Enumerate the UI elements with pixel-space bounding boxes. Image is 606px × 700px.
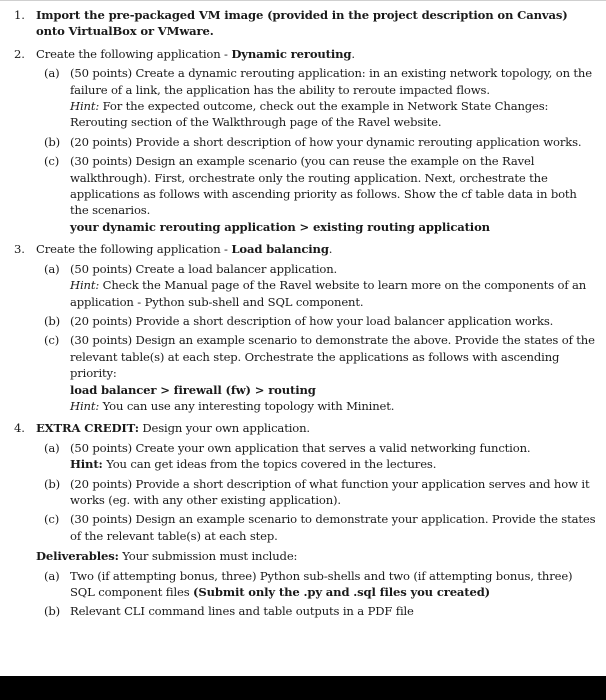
priority-order: load balancer > firewall (fw) > routing — [70, 382, 316, 397]
sub-text: (20 points) Provide a short description of how your load balancer application works. — [70, 313, 554, 328]
task-4a — [44, 440, 598, 473]
task-4 — [14, 420, 598, 619]
task-2-title: Dynamic rerouting — [231, 46, 352, 61]
task-1 — [14, 7, 598, 40]
sub-label: (b) — [44, 476, 61, 491]
task-number: 4. — [14, 421, 25, 436]
task-number: 2. — [14, 46, 25, 61]
hint-text: Check the Manual page of the Ravel website to learn more on the components of an application - Python sub-shell and SQL component. — [70, 278, 587, 309]
sub-text: (30 points) Design an example scenario to demonstrate the above. Provide the states of the relevant table(s) at each step. Orchestrate the applications as follows with ascending priority: — [70, 333, 595, 381]
deliverables-intro: Your submission must include: — [118, 549, 298, 564]
bottom-black-bar — [0, 676, 606, 700]
extra-credit-label: EXTRA CREDIT: — [36, 421, 139, 436]
sub-label: (a) — [44, 261, 60, 276]
task-3-lead-end: . — [328, 242, 333, 257]
task-3c — [44, 332, 598, 414]
hint-text: You can get ideas from the topics covered in the lectures. — [102, 457, 437, 472]
task-2-lead: Create the following application - — [36, 46, 232, 61]
deliverable-b — [44, 603, 598, 619]
sub-text: (50 points) Create a dynamic rerouting application: in an existing network topology, on the failure of a link, the application has the ability to reroute impacted flows. — [70, 66, 592, 97]
hint-line — [70, 98, 598, 131]
task-number: 1. — [14, 8, 25, 22]
task-4-lead: Design your own application. — [138, 421, 310, 436]
sub-text: (30 points) Design an example scenario (you can reuse the example on the Ravel walkthrough). First, orchestrate only the routing application. Next, orchestrate the applications as follows with ascending priority as follows. Show the cf table data in both the scenarios. — [70, 154, 577, 218]
priority-order: your dynamic rerouting application > existing routing application — [70, 219, 490, 234]
task-3-title: Load balancing — [231, 242, 329, 257]
task-number: 3. — [14, 242, 25, 257]
deliverable-a — [44, 568, 598, 601]
sub-label: (a) — [44, 440, 60, 455]
sub-label: (b) — [44, 313, 61, 328]
hint-line — [70, 456, 598, 472]
sub-text: (20 points) Provide a short description of what function your application serves and how it works (eg. with any other existing application). — [70, 476, 590, 507]
sub-label: (c) — [44, 512, 60, 527]
task-1-heading: Import the pre-packaged VM image (provided in the project description on Canvas) onto VirtualBox or VMware. — [36, 8, 568, 39]
task-2b — [44, 134, 598, 150]
deliverables-label: Deliverables: — [36, 549, 119, 564]
hint-label: Hint: — [70, 457, 103, 472]
task-4c — [44, 511, 598, 544]
deliverable-note: (Submit only the .py and .sql files you created) — [193, 585, 491, 599]
task-2-lead-end: . — [351, 46, 355, 61]
task-3-lead: Create the following application - — [36, 242, 232, 257]
task-2 — [14, 46, 598, 235]
sub-text: (50 points) Create a load balancer application. — [70, 261, 338, 276]
sub-text: (20 points) Provide a short description of how your dynamic rerouting application works. — [70, 134, 582, 149]
hint-label: Hint: — [70, 99, 100, 114]
sub-text: (30 points) Design an example scenario to demonstrate your application. Provide the states of the relevant table(s) at each step. — [70, 512, 596, 543]
sub-label: (a) — [44, 66, 60, 81]
hint-line — [70, 398, 598, 414]
hint-text: For the expected outcome, check out the example in Network State Changes: Rerouting section of the Walkthrough page of the Ravel website. — [70, 99, 549, 130]
task-4b — [44, 476, 598, 509]
deliverable-text: Relevant CLI command lines and table outputs in a PDF file — [70, 604, 414, 619]
task-3 — [14, 241, 598, 414]
task-2a — [44, 65, 598, 131]
sub-label: (b) — [44, 134, 61, 149]
sub-text: (50 points) Create your own application that serves a valid networking function. — [70, 440, 531, 455]
hint-line — [70, 277, 598, 310]
sub-label: (c) — [44, 333, 60, 348]
hint-label: Hint: — [70, 278, 100, 293]
assignment-text — [0, 1, 606, 620]
task-2c — [44, 153, 598, 235]
hint-text: You can use any interesting topology with Mininet. — [99, 398, 395, 413]
sub-label: (a) — [44, 568, 60, 583]
deliverables-line — [36, 548, 598, 564]
task-3b — [44, 313, 598, 329]
deliverable-text: Two (if attempting bonus, three) Python sub-shells and two (if attempting bonus, three) SQL component files — [70, 568, 573, 599]
hint-label: Hint: — [70, 398, 100, 413]
sub-label: (c) — [44, 154, 60, 169]
sub-label: (b) — [44, 604, 61, 619]
task-3a — [44, 261, 598, 310]
